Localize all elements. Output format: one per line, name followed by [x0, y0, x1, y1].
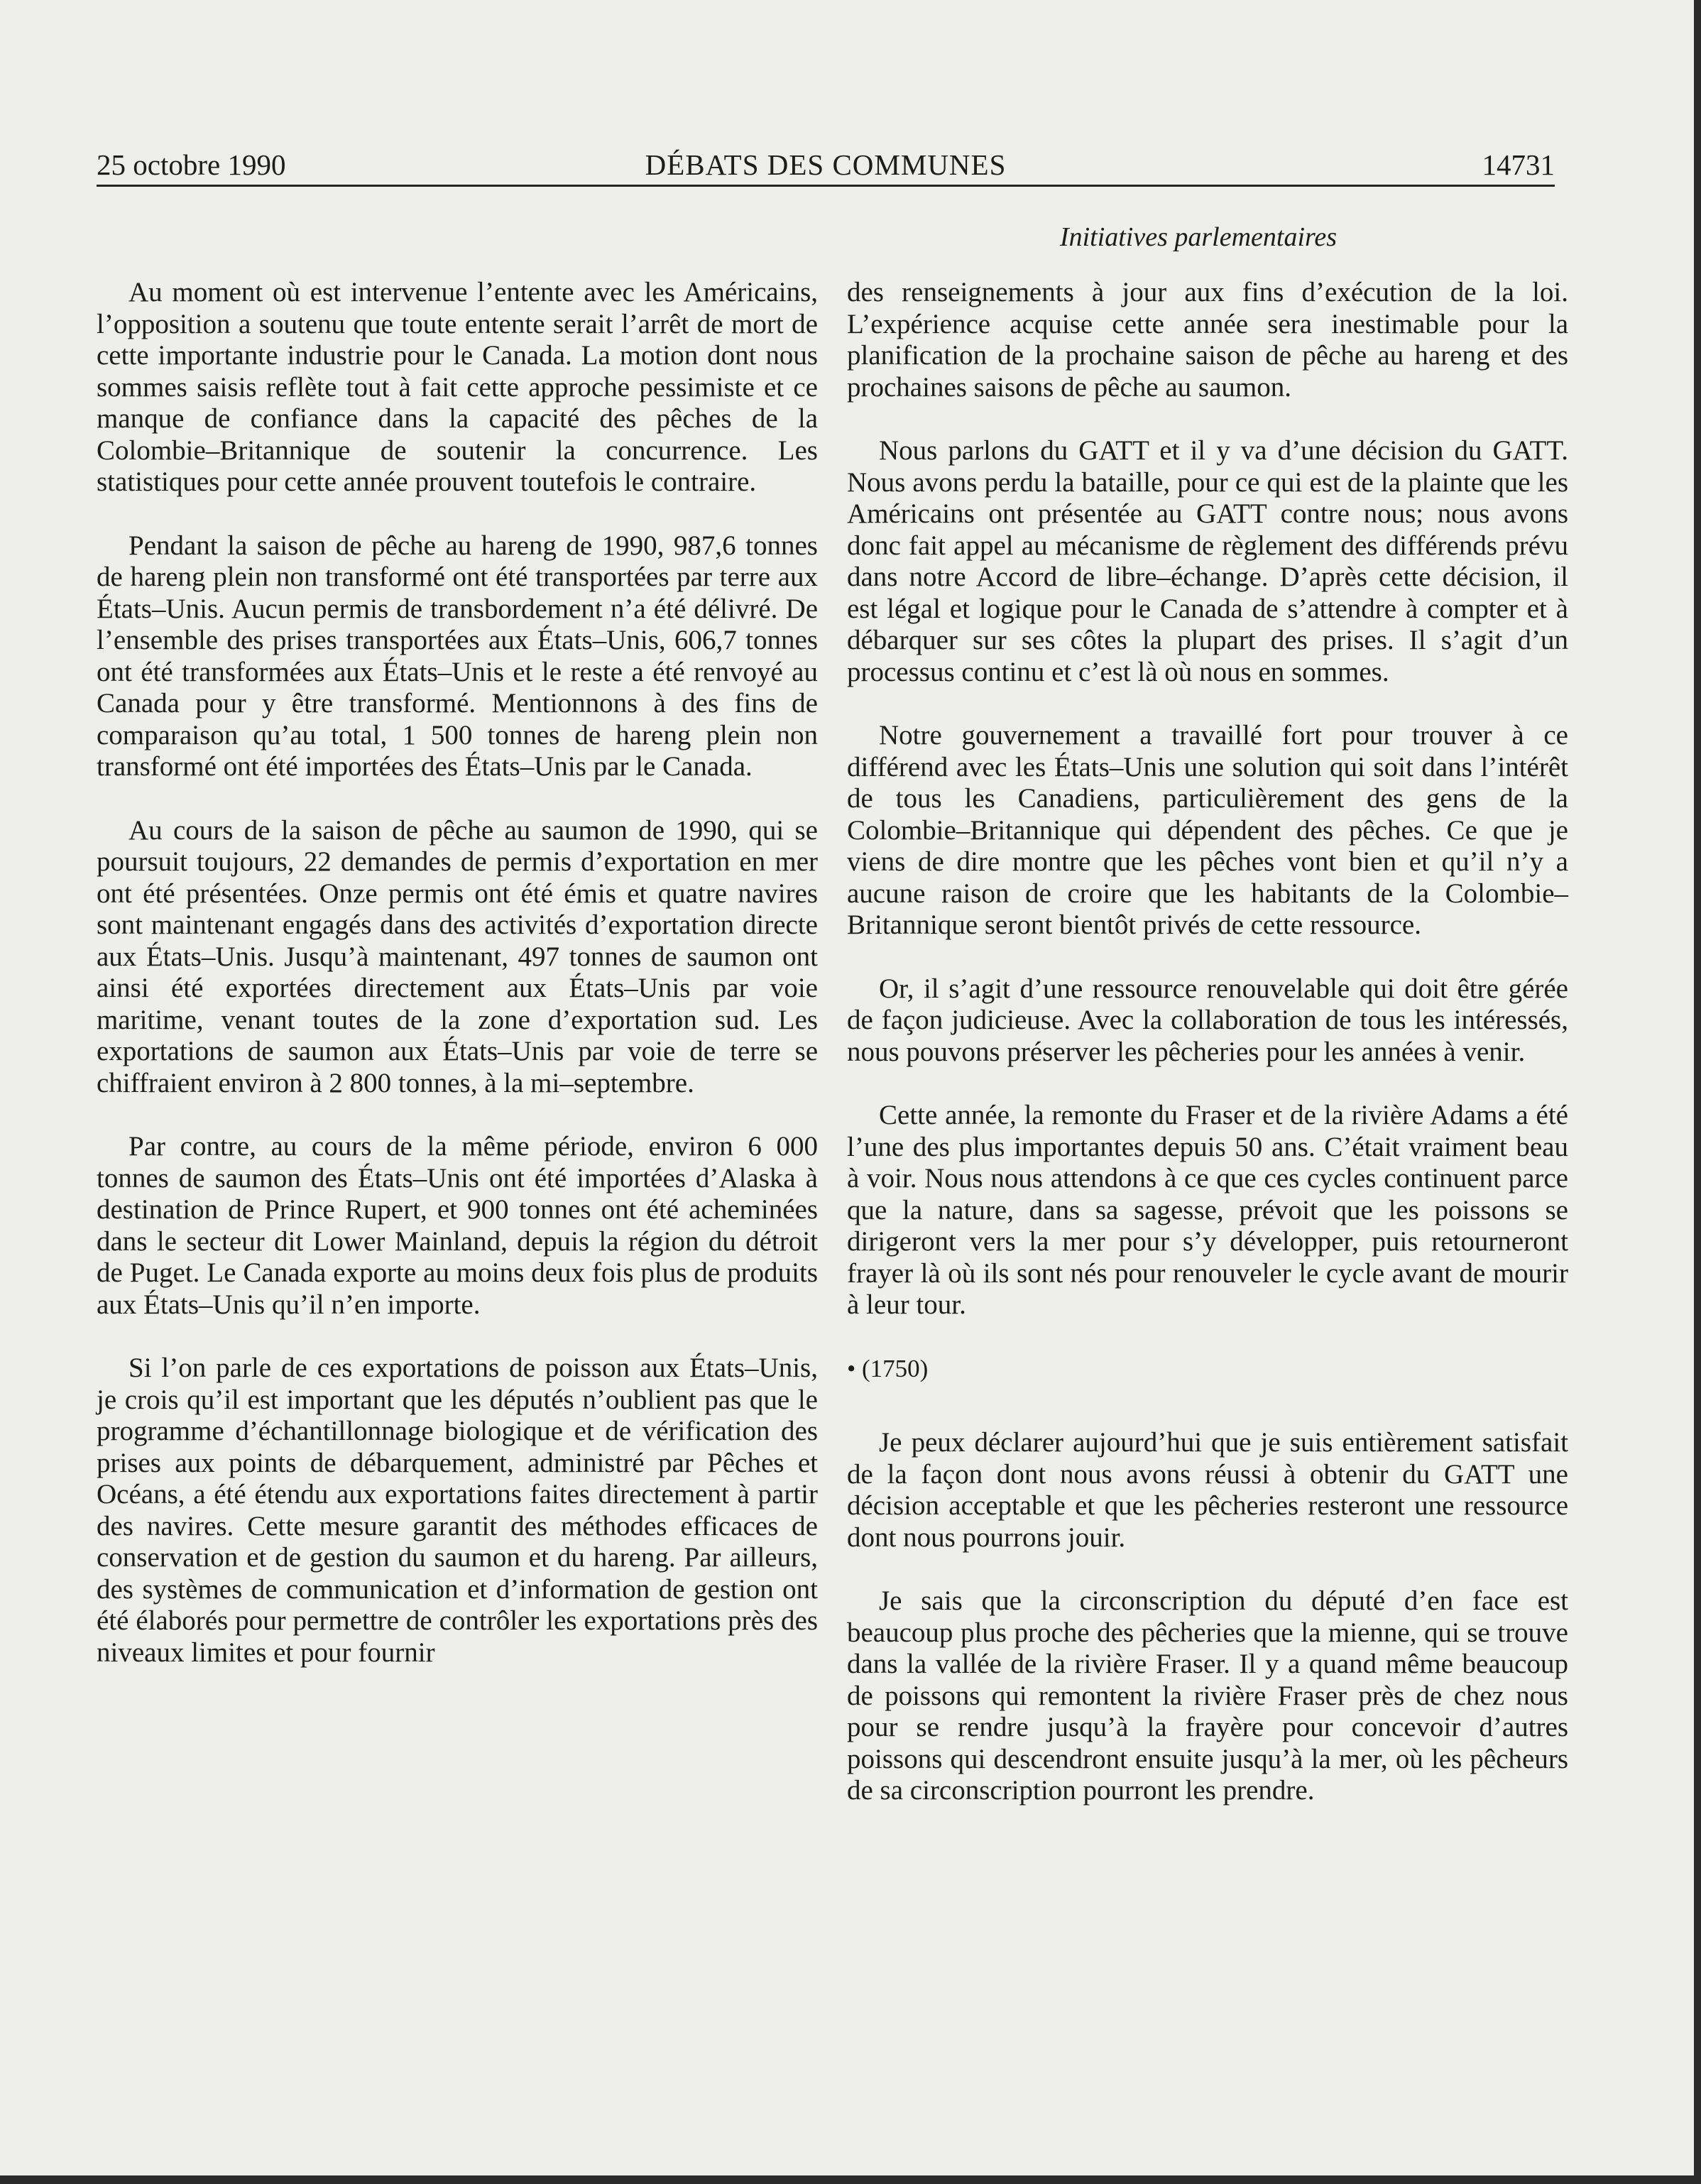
paragraph: Notre gouvernement a travaillé fort pour trouver à ce différend avec les États–Unis une solution qui soit dans l’intérêt de tous les Canadiens, particulièrement des gens de la Colombie–Britannique qui dépendent des pêches. Ce que je viens de dire montre que les pêches vont bien et qu’il n’y a aucune raison de croire que les habitants de la Colombie–Britannique seront bientôt privés de cette ressource. [847, 720, 1568, 940]
header-title: DÉBATS DES COMMUNES [645, 148, 1007, 181]
right-column [847, 277, 1568, 1839]
paragraph: Si l’on parle de ces exportations de poisson aux États–Unis, je crois qu’il est important que les députés n’oublient pas que le programme d’échantillonnage biologique et de vérification des prises aux points de débarquement, administré par Pêches et Océans, a été étendu aux exportations faites directement à partir des navires. Cette mesure garantit des méthodes efficaces de conservation et de gestion du saumon et du hareng. Par ailleurs, des systèmes de communication et d’information de gestion ont été élaborés pour permettre de contrôler les exportations près des niveaux limites et pour fournir [97, 1353, 818, 1668]
section-title: Initiatives parlementaires [1059, 222, 1338, 252]
paragraph: Or, il s’agit d’une ressource renouvelable qui doit être gérée de façon judicieuse. Avec la collaboration de tous les intéressés, nous pouvons préserver les pêcheries pour les années à venir. [847, 973, 1568, 1067]
paragraph: Au cours de la saison de pêche au saumon de 1990, qui se poursuit toujours, 22 demandes de permis d’exportation en mer ont été présentées. Onze permis ont été émis et quatre navires sont maintenant engagés dans des activités d’exportation directe aux États–Unis. Jusqu’à maintenant, 497 tonnes de saumon ont ainsi été exportées directement aux États–Unis par voie maritime, venant toutes de la zone d’exportation sud. Les exportations de saumon aux États–Unis par voie de terre se chiffraient environ à 2 800 tonnes, à la mi–septembre. [97, 814, 818, 1098]
paragraph: des renseignements à jour aux fins d’exécution de la loi. L’expérience acquise cette année sera inestimable pour la planification de la prochaine saison de pêche au hareng et des prochaines saisons de pêche au saumon. [847, 277, 1568, 403]
paragraph: Nous parlons du GATT et il y va d’une décision du GATT. Nous avons perdu la bataille, pour ce qui est de la plainte que les Américains ont présentée au GATT contre nous; nous avons donc fait appel au mécanisme de règlement des différends prévu dans notre Accord de libre–échange. D’après cette décision, il est légal et logique pour le Canada de s’attendre à compter et à débarquer sur ses côtes la plupart des prises. Il s’agit d’un processus continu et c’est là où nous en sommes. [847, 435, 1568, 687]
paragraph: Je sais que la circonscription du député d’en face est beaucoup plus proche des pêcheries que la mienne, qui se trouve dans la vallée de la rivière Fraser. Il y a quand même beaucoup de poissons qui remontent la rivière Fraser près de chez nous pour se rendre jusqu’à la frayère pour concevoir d’autres poissons qui descendront ensuite jusqu’à la mer, où les pêcheurs de sa circonscription pourront les prendre. [847, 1585, 1568, 1806]
header-rule [97, 185, 1555, 187]
page-header [97, 142, 1555, 187]
paragraph: Au moment où est intervenue l’entente avec les Américains, l’opposition a soutenu que toute entente serait l’arrêt de mort de cette importante industrie pour le Canada. La motion dont nous sommes saisis reflète tout à fait cette approche pessimiste et ce manque de confiance dans la capacité des pêches de la Colombie–Britannique de soutenir la concurrence. Les statistiques pour cette année prouvent toutefois le contraire. [97, 277, 818, 497]
paragraph: Cette année, la remonte du Fraser et de la rivière Adams a été l’une des plus importantes depuis 50 ans. C’était vraiment beau à voir. Nous nous attendons à ce que ces cycles continuent parce que la nature, dans sa sagesse, prévoit que les poissons se dirigeront vers la mer pour s’y développer, puis retourneront frayer là où ils sont nés pour renouveler le cycle avant de mourir à leur tour. [847, 1100, 1568, 1320]
time-marker: • (1750) [847, 1354, 929, 1382]
paragraph: Je peux déclarer aujourd’hui que je suis entièrement satisfait de la façon dont nous avons réussi à obtenir du GATT une décision acceptable et que les pêcheries resteront une ressource dont nous pourrons jouir. [847, 1427, 1568, 1553]
paragraph: Par contre, au cours de la même période, environ 6 000 tonnes de saumon des États–Unis ont été importées d’Alaska à destination de Prince Rupert, et 900 tonnes ont été acheminées dans le secteur dit Lower Mainland, depuis la région du détroit de Puget. Le Canada exporte au moins deux fois plus de produits aux États–Unis qu’il n’en importe. [97, 1131, 818, 1320]
page-number: 14731 [1482, 148, 1555, 181]
left-column [97, 277, 818, 1700]
paragraph: Pendant la saison de pêche au hareng de 1990, 987,6 tonnes de hareng plein non transformé ont été transportées par terre aux États–Unis. Aucun permis de transbordement n’a été délivré. De l’ensemble des prises transportées aux États–Unis, 606,7 tonnes ont été transformées aux États–Unis et le reste a été renvoyé au Canada pour y être transformé. Mentionnons à des fins de comparaison qu’au total, 1 500 tonnes de hareng plein non transformé ont été importées des États–Unis par le Canada. [97, 530, 818, 782]
header-date: 25 octobre 1990 [97, 148, 286, 181]
